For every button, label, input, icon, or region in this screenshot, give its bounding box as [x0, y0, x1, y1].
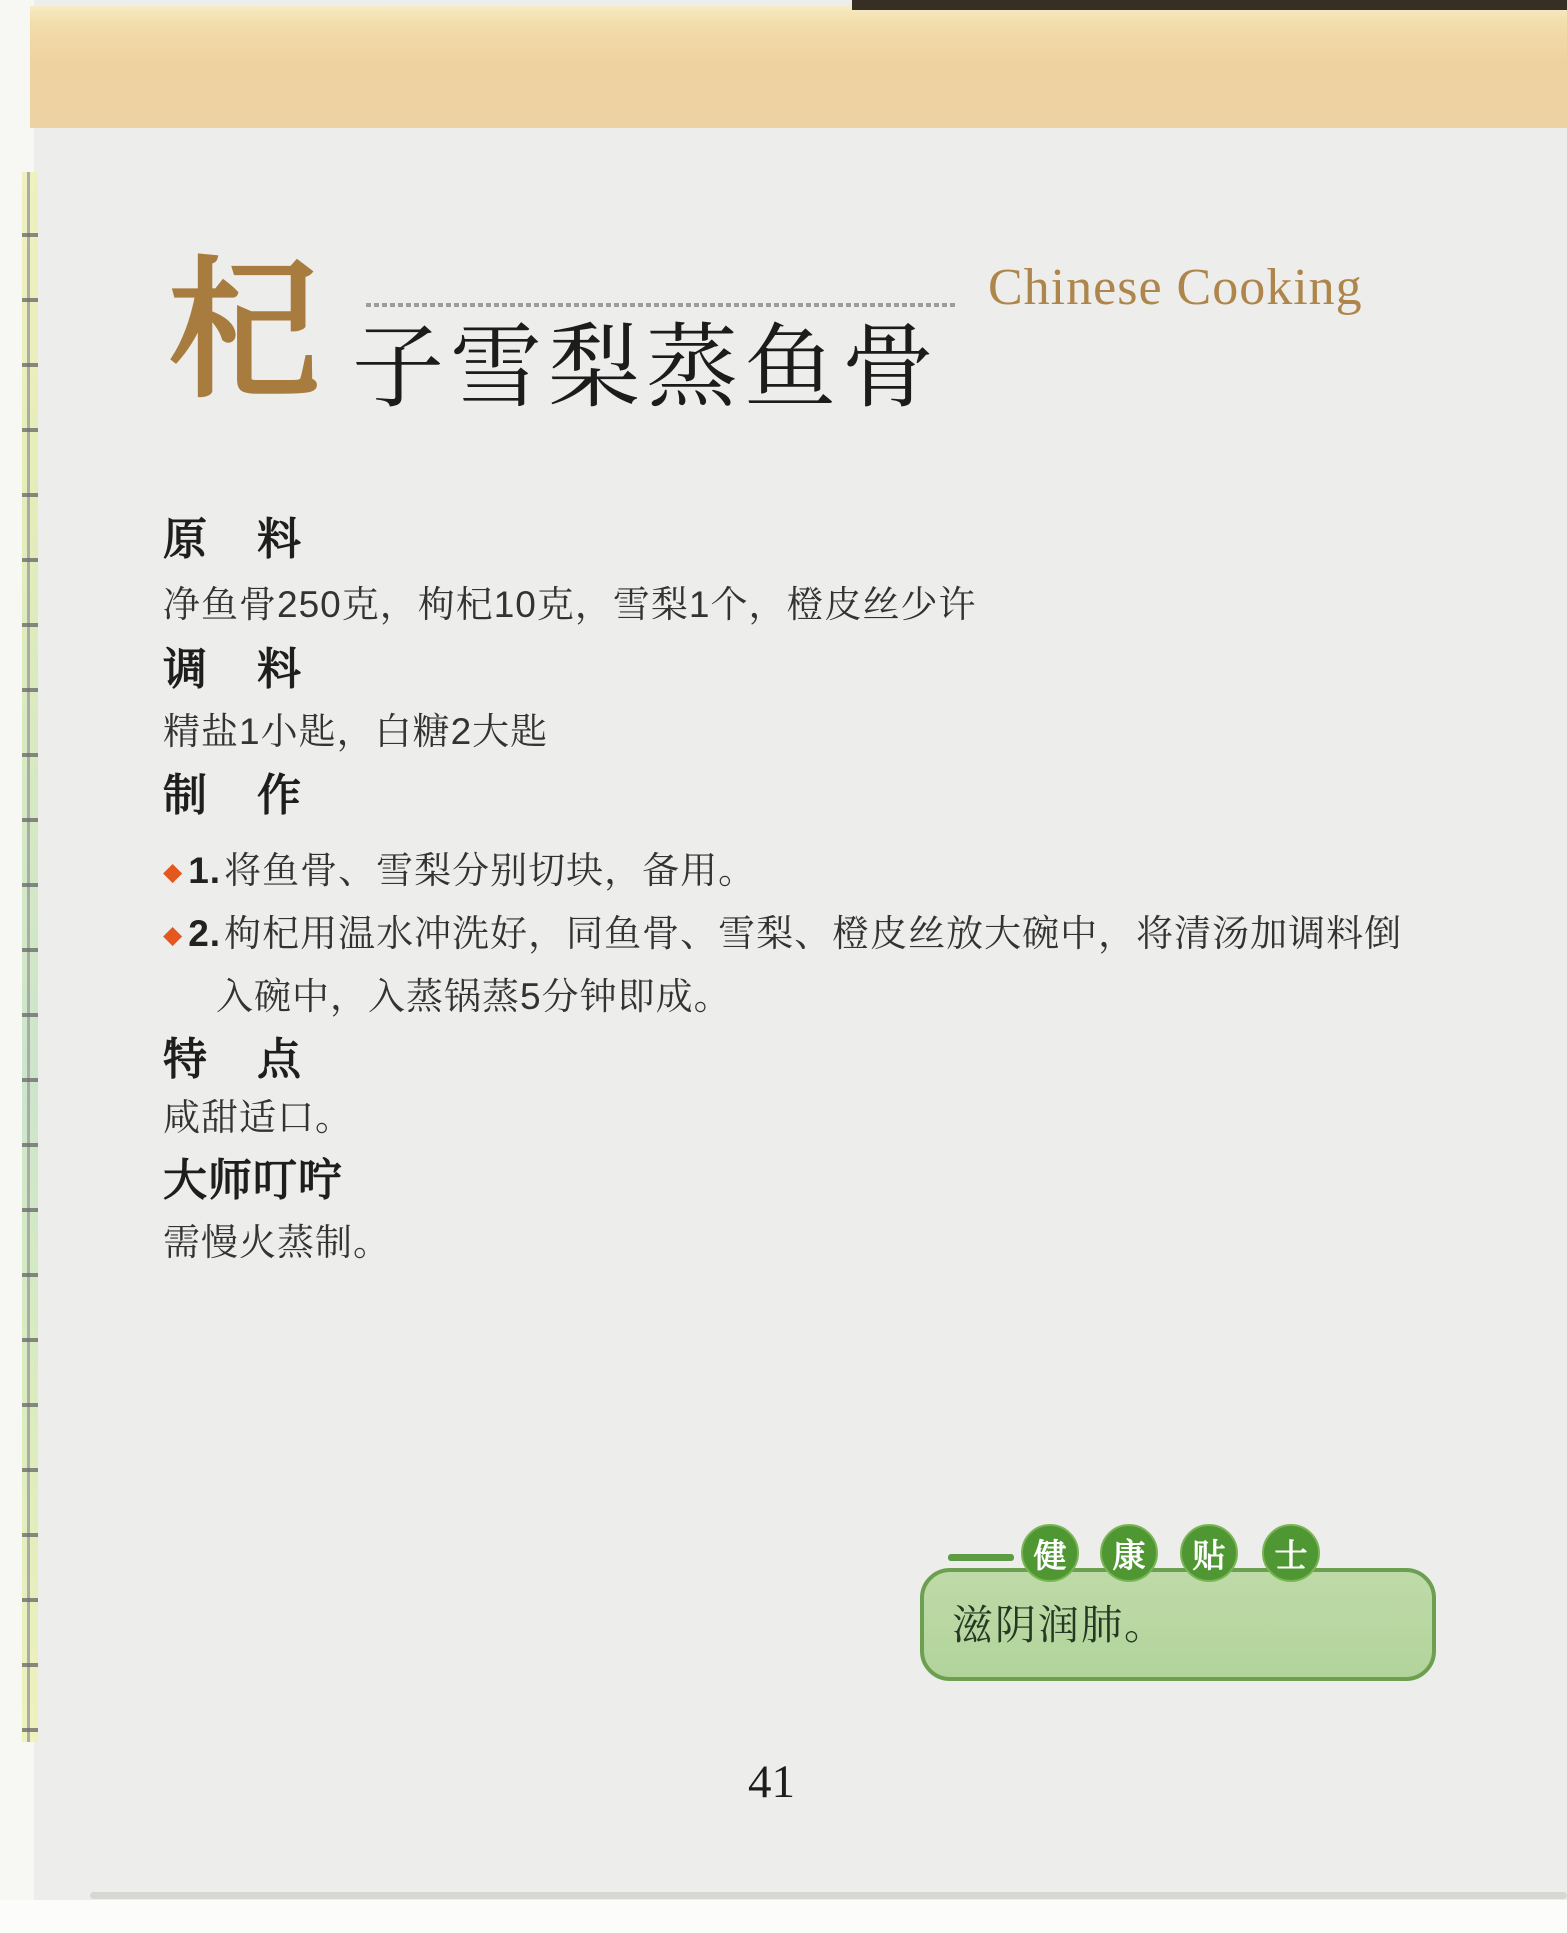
diamond-bullet-icon: ◆: [163, 858, 184, 886]
heading-preparation: 制 作: [163, 771, 304, 820]
step-number: 1.: [188, 850, 222, 891]
scan-bottom-margin: [0, 1900, 1567, 1933]
page-number: 41: [748, 1756, 795, 1808]
preparation-step-1: [163, 840, 1411, 903]
title-dashed-rule: [366, 303, 958, 307]
preparation-step-2: [163, 903, 1411, 1028]
health-tips-text: 滋阴润肺。: [952, 1602, 1167, 1648]
brand-text: Chinese Cooking: [988, 259, 1363, 316]
health-badge-circle-3: 贴: [1180, 1524, 1238, 1582]
header-band: [30, 6, 1567, 128]
step-number: 2.: [188, 913, 222, 954]
binding-stitches: [22, 172, 38, 1742]
diamond-bullet-icon: ◆: [163, 921, 184, 949]
ingredients-text: 净鱼骨250克，枸杞10克，雪梨1个，橙皮丝少许: [163, 584, 977, 625]
features-text: 咸甜适口。: [163, 1097, 353, 1138]
page-bottom-edge: [90, 1892, 1567, 1899]
health-tips-deco-line: [948, 1554, 1014, 1561]
heading-master-tips: 大师叮咛: [163, 1156, 343, 1205]
heading-ingredients: 原 料: [163, 515, 304, 564]
book-edge-shadow: [852, 0, 1567, 10]
heading-features: 特 点: [163, 1035, 304, 1084]
step-text: 将鱼骨、雪梨分别切块，备用。: [224, 850, 757, 891]
recipe-title: 子雪梨蒸鱼骨: [352, 317, 941, 419]
step-text: 枸杞用温水冲洗好，同鱼骨、雪梨、橙皮丝放大碗中，将清汤加调料倒入碗中，入蒸锅蒸5分钟即成。: [216, 913, 1403, 1017]
recipe-title-lead-character: 杞: [168, 246, 320, 416]
health-badge-circle-2: 康: [1100, 1524, 1158, 1582]
health-badge-circle-4: 士: [1262, 1524, 1320, 1582]
master-tips-text: 需慢火蒸制。: [163, 1222, 391, 1263]
heading-seasonings: 调 料: [163, 645, 304, 694]
seasonings-text: 精盐1小匙，白糖2大匙: [163, 711, 549, 752]
health-badge-circle-1: 健: [1021, 1524, 1079, 1582]
